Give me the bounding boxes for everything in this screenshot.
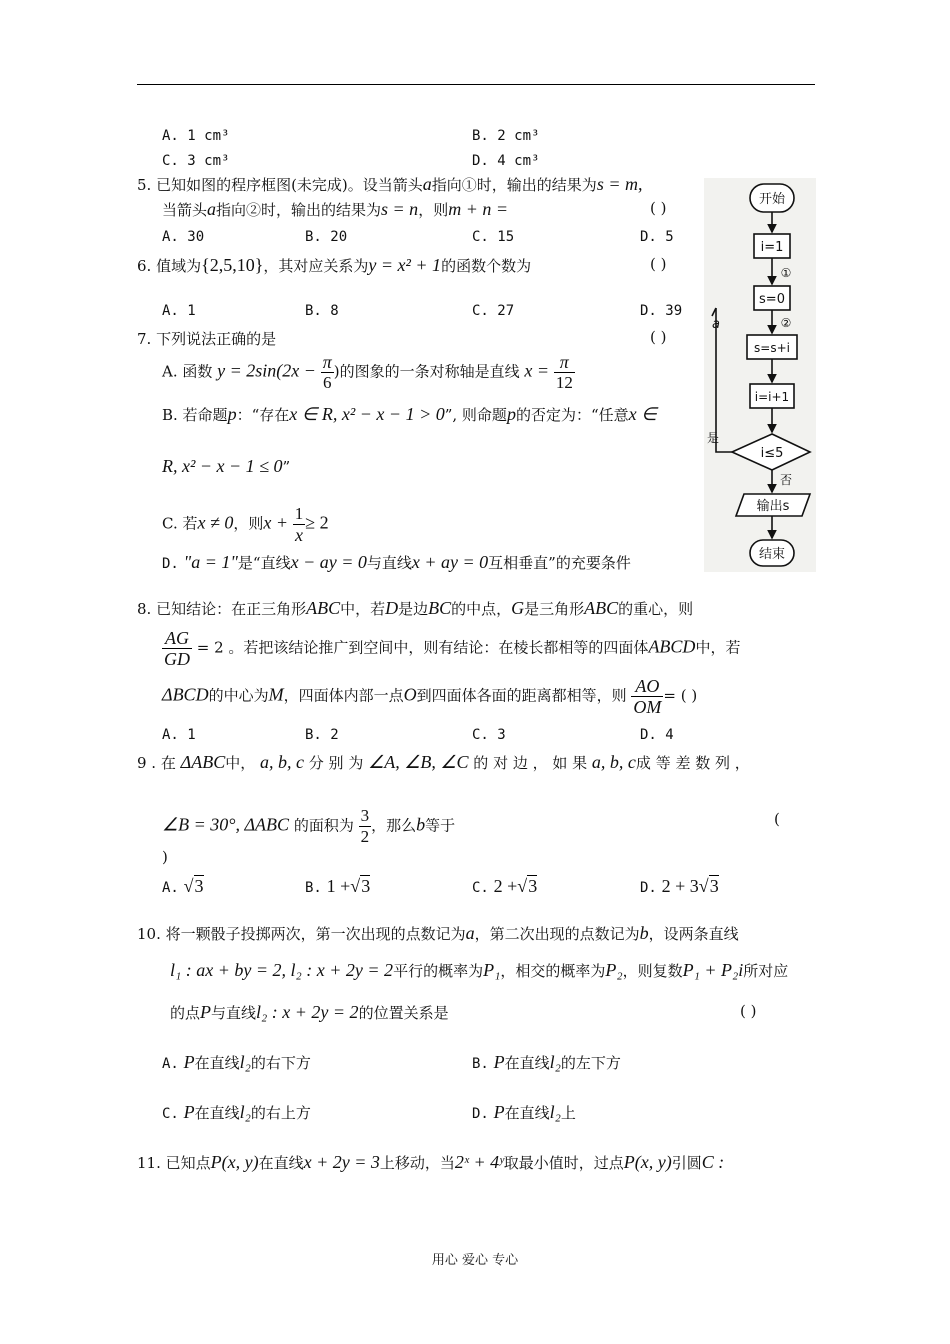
q7-option-b-cont: R, x² − x − 1 ≤ 0”: [162, 456, 291, 476]
q5-line1: 5. 已知如图的程序框图(未完成)。设当箭头a指向①时，输出的结果为s = m,: [137, 174, 643, 194]
q10-opt-b: B. P在直线l₂的左下方: [472, 1052, 621, 1072]
q10-line2: l₁ : ax + by = 2, l₂ : x + 2y = 2平行的概率为P₁，相交的概率为P₂，则复数P₁ + P₂i所对应: [170, 960, 789, 980]
q8-line3: ΔBCD的中心为M，四面体内部一点O到四面体各面的距离都相等，则 $\frac{AO}{OM}$ = ( ): [162, 676, 698, 717]
q5-opt-d: D. 5: [640, 229, 674, 245]
init-s-label: s=0: [759, 292, 785, 307]
program-flowchart: [704, 178, 816, 572]
q10-opt-c: C. P在直线l₂的右上方: [162, 1102, 311, 1122]
q9-bracket-left: (: [774, 810, 780, 828]
q5-opt-c: C. 15: [472, 229, 515, 245]
q6-bracket: ( ): [650, 255, 667, 273]
q6-opt-a: A. 1: [162, 303, 196, 319]
q7-stem: 7. 下列说法正确的是: [137, 330, 277, 348]
mark-2: ②: [780, 316, 792, 330]
output-label: 输出s: [756, 499, 790, 514]
q9-opt-c: C. 2 +√3: [472, 876, 538, 896]
mark-1: ①: [780, 266, 792, 280]
q10-line1: 10. 将一颗骰子投掷两次，第一次出现的点数记为a，第二次出现的点数记为b，设两条直线: [137, 923, 739, 943]
q9-line1: 9 . 在 ΔABC中， a, b, c 分 别 为 ∠A, ∠B, ∠C 的 对 边 ， 如 果 a, b, c成 等 差 数 列 ，: [137, 752, 750, 772]
end-label: 结束: [758, 547, 786, 562]
arrow-a-label: a: [712, 317, 720, 332]
q8-line1: 8. 已知结论：在正三角形ABC中，若D是边BC的中点，G是三角形ABC的重心，则: [137, 598, 694, 618]
q9-opt-d: D. 2 + 3√3: [640, 876, 719, 896]
q8-opt-b: B. 2: [305, 727, 339, 743]
start-label: 开始: [758, 192, 786, 207]
q7-option-b: B. 若命题p：“存在x ∈ R, x² − x − 1 > 0”, 则命题p的否定为：“任意x ∈: [162, 404, 657, 424]
q6-opt-d: D. 39: [640, 303, 683, 319]
q9-line2: ∠B = 30°, ΔABC 的面积为 $\frac{3}{2}$ ，那么b等于: [162, 806, 456, 846]
q10-opt-a: A. P在直线l₂的右下方: [162, 1052, 311, 1072]
q9-opt-a: A. √3: [162, 876, 204, 896]
q7-option-c: C. 若x ≠ 0，则x + $\frac{1}{x}$ ≥ 2: [162, 504, 329, 545]
q9-bracket-right: ): [162, 848, 168, 866]
q10-opt-d: D. P在直线l₂上: [472, 1102, 576, 1122]
q8-opt-d: D. 4: [640, 727, 674, 743]
q8-opt-c: C. 3: [472, 727, 506, 743]
init-i-label: i=1: [760, 240, 784, 255]
q5-line2: 当箭头a指向②时，输出的结果为s = n，则m + n =: [162, 199, 508, 219]
q7-option-a: A. 函数 y = 2sin(2x − $\frac{\pi}{6}$ )的图象的一条对称轴是直线 x = $\frac{\pi}{12}$: [162, 352, 573, 392]
option-a: A. 1 cm³: [162, 128, 230, 144]
q7-bracket: ( ): [650, 328, 667, 346]
q6-opt-b: B. 8: [305, 303, 339, 319]
header-rule: [137, 84, 815, 85]
increment-label: i=i+1: [754, 390, 790, 404]
q8-opt-a: A. 1: [162, 727, 196, 743]
yes-label: 是: [706, 431, 720, 445]
q11-line1: 11. 已知点P(x, y)在直线x + 2y = 3上移动，当2ˣ + 4ʸ取最小值时，过点P(x, y)引圆C :: [137, 1152, 725, 1172]
q7-option-d: D. "a = 1"是“直线x − ay = 0与直线x + ay = 0互相垂直”的充要条件: [162, 552, 631, 572]
q5-bracket: ( ): [650, 199, 667, 217]
q6-line: 6. 值域为{2,5,10}，其对应关系为y = x² + 1的函数个数为: [137, 255, 532, 275]
option-d: D. 4 cm³: [472, 153, 540, 169]
q5-opt-a: A. 30: [162, 229, 205, 245]
q10-line3: 的点P与直线l₂ : x + 2y = 2的位置关系是: [170, 1002, 449, 1022]
sum-label: s=s+i: [754, 341, 790, 355]
page-footer: 用心 爱心 专心: [431, 1253, 519, 1268]
condition-label: i≤5: [760, 446, 784, 461]
option-c: C. 3 cm³: [162, 153, 230, 169]
option-b: B. 2 cm³: [472, 128, 540, 144]
q5-opt-b: B. 20: [305, 229, 348, 245]
q10-bracket: ( ): [740, 1002, 757, 1020]
q8-line2: $\frac{AG}{GD}$ = 2 。若把该结论推广到空间中，则有结论：在棱长都相等的四面体ABCD中，若: [164, 628, 741, 669]
no-label: 否: [779, 473, 793, 487]
q6-opt-c: C. 27: [472, 303, 515, 319]
q9-opt-b: B. 1 +√3: [305, 876, 371, 896]
